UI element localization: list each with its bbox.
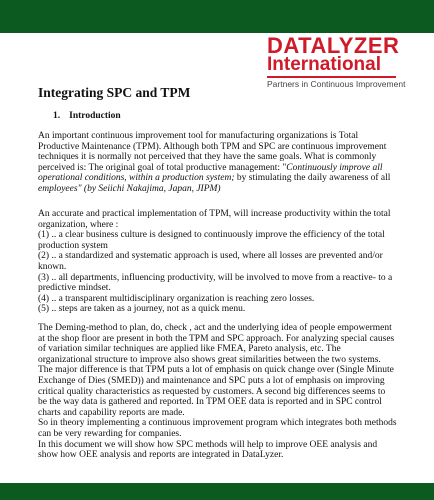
paragraph-line <box>38 173 396 184</box>
paragraph-line: The Deming-method to plan, do, check , act and the underlying idea of people empowerment <box>38 323 392 333</box>
paragraph-line: So in theory implementing a continuous improvement program which integrates both methods <box>38 418 397 429</box>
list-item: (5) .. steps are taken as a journey, not as a quick menu. <box>38 304 246 315</box>
list-item-continued: production system <box>38 240 108 251</box>
deming-method-paragraph <box>38 323 396 461</box>
document-title: Integrating SPC and TPM <box>38 85 191 100</box>
logo-wordmark-datalyzer: DATALYZER <box>267 33 400 58</box>
logo-underline <box>267 76 396 78</box>
paragraph-line: Exchange of Dies (SMED)) and maintenance and SPC puts a lot of emphasis on improving <box>38 375 385 386</box>
nakajima-quote-continued: operational conditions, within a production system; <box>38 173 235 184</box>
top-green-band <box>0 0 434 33</box>
list-item: (1) .. a clear business culture is designed to continuously improve the efficiency of the total <box>38 230 385 241</box>
paragraph-line: techniques it is normally not perceived that they have the same goals. What is commonly <box>38 152 377 163</box>
paragraph-text: by stimulating the daily awareness of all <box>234 173 391 184</box>
list-item: (2) .. a standardized and systematic approach is used, where all losses are prevented and/or <box>38 251 383 262</box>
paragraph-text: perceived is: The original goal of total productive management: " <box>38 162 287 173</box>
paragraph-line: show how OEE analysis and reports are integrated in DataLyzer. <box>38 450 284 461</box>
paragraph-line: critical quality characteristics as requested by customers. A second big differences seems to <box>38 386 386 397</box>
paragraph-line: An accurate and practical implementation of TPM, will increase productivity within the total <box>38 209 391 219</box>
paragraph-line: An important continuous improvement tool for manufacturing organizations is Total <box>38 131 359 141</box>
list-item: (4) .. a transparent multidisciplinary organization is reaching zero losses. <box>38 293 315 304</box>
tpm-implementation-paragraph <box>38 209 396 315</box>
paragraph-line: at the shop floor are present in both the TPM and SPC approach. For analyzing special causes <box>38 333 395 344</box>
paragraph-line: In this document we will show how SPC methods will help to improve OEE analysis and <box>38 439 378 450</box>
paragraph-line: charts and capability reports are made. <box>38 407 185 418</box>
paragraph-line: The major difference is that TPM puts a lot of emphasis on quick change over (Single Minute <box>38 365 394 376</box>
logo-tagline: Partners in Continuous Improvement <box>267 79 406 89</box>
list-item-continued: predictive mindset. <box>38 283 111 294</box>
paragraph-line: of variation similar techniques are applied like FMEA, Pareto analysis, etc. The <box>38 344 341 355</box>
nakajima-quote: Continuously improve all <box>286 162 383 173</box>
paragraph-line: organizational structure to improve also shows great similarities between the two systems. <box>38 354 381 365</box>
intro-paragraph <box>38 131 396 195</box>
section-title: Introduction <box>69 111 121 121</box>
section-number: 1. <box>53 111 61 121</box>
paragraph-line: can be very rewarding for companies. <box>38 428 182 439</box>
quote-attribution: employees" (by Seiichi Nakajima, Japan, JIPM) <box>38 183 221 194</box>
section-heading <box>53 110 121 122</box>
list-item: (3) .. all departments, influencing productivity, will be involved to move from a reactive- to a <box>38 272 393 283</box>
list-item-continued: known. <box>38 261 67 272</box>
paragraph-line <box>38 184 396 195</box>
logo-wordmark-international: International <box>267 54 382 75</box>
paragraph-line: Productive Maintenance (TPM). Although both TPM and SPC are continuous improvement <box>38 141 387 152</box>
bottom-green-band <box>0 483 434 500</box>
paragraph-line: organization, where : <box>38 219 119 230</box>
paragraph-line <box>38 163 396 174</box>
paragraph-line: be the way data is gathered and reported. In TPM OEE data is reported and in SPC control <box>38 397 382 408</box>
document-page <box>0 33 434 483</box>
